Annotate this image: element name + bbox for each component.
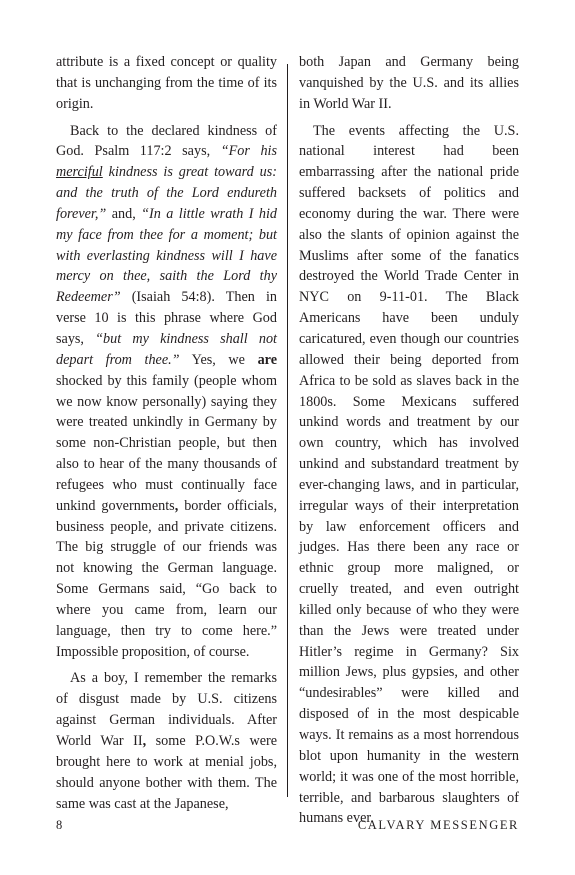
- column-divider: [287, 64, 288, 797]
- bold-word: are: [257, 351, 277, 368]
- text-run: and,: [106, 205, 142, 222]
- underlined-word: merciful: [56, 164, 103, 181]
- right-column: [299, 52, 519, 835]
- left-column: [56, 52, 277, 820]
- paragraph-national-interest: The events affecting the U.S. national interest had been embarrassing after the national pride suffered backsets of politics and economy during the war. There were also the slants of opinion against the Muslims after some of the fanatics destroyed the World Trade Center in NYC on 9-11-01. The Black Americans have been unduly caricatured, even though our countries allowed their being deported from Africa to be sold as slaves back in the 1800s. Some Mexicans suffered unkind words and treatment by our own country, which has involved unkind and substandard treatment by ever-changing laws, and in particular, irregular ways of their interpretation by law enforcement officers and judges. Has there been any race or ethnic group more maligned, or cruelly treated, and even outright killed only because of who they were than the Jews were treated under Hitler’s regime in Germany? Six million Jews, plus gypsies, and other “undesirables” were killed and disposed of in the most despicable ways. It remains as a most horrendous blot upon humanity in the western world; it was one of the most horrible, terrible, and barbarous slaughters of humans ever.: [299, 122, 519, 827]
- text-run: Back to the declared kindness of God. Psalm 117:2 says,: [56, 122, 277, 160]
- quote-verse-10: “but my kindness shall not depart from thee.”: [56, 330, 277, 368]
- paragraph-kindness-of-god: [56, 121, 277, 663]
- running-head: CALVARY MESSENGER: [357, 818, 519, 832]
- paragraph-boyhood: [56, 668, 277, 814]
- text-run: shocked by this family (people whom we now know personally) saying they were treated unkindly in Germany by some non-Christian people, but then also to hear of the many thousands of refugees who must continually face unkind governments: [56, 372, 277, 514]
- bold-comma: ,: [142, 733, 147, 749]
- text-run: Yes, we: [179, 351, 258, 368]
- paragraph-continued: both Japan and Germany being vanquished by the U.S. and its allies in World War II.: [299, 54, 519, 112]
- text-run: some P.O.W.s were brought here to work at menial jobs, should anyone bother with them. The same was cast at the Japanese,: [56, 733, 278, 812]
- quote-psalm-117: “For his merciful kindness is great toward us: and the truth of the Lord endureth forever,”: [56, 143, 277, 222]
- text-run: border officials, business people, and private citizens. The big struggle of our friends was not knowing the German language. Some Germans said, “Go back to where you came from, learn our language, then try to come here.” Impossible proposition, of course.: [56, 497, 277, 660]
- text-run: (Isaiah 54:8). Then in verse 10 is this phrase where God says,: [56, 289, 277, 347]
- paragraph-continued: attribute is a fixed concept or quality that is unchanging from the time of its origin.: [56, 54, 277, 112]
- page-number: 8: [56, 818, 63, 832]
- bold-comma: ,: [174, 497, 179, 514]
- quote-isaiah-54-8: “In a little wrath I hid my face from thee for a moment; but with everlasting kindness will I have mercy on thee, saith the Lord thy Redeemer”: [56, 205, 277, 306]
- text-run: As a boy, I remember the remarks of disgust made by U.S. citizens against German individuals. After World War II: [56, 670, 277, 749]
